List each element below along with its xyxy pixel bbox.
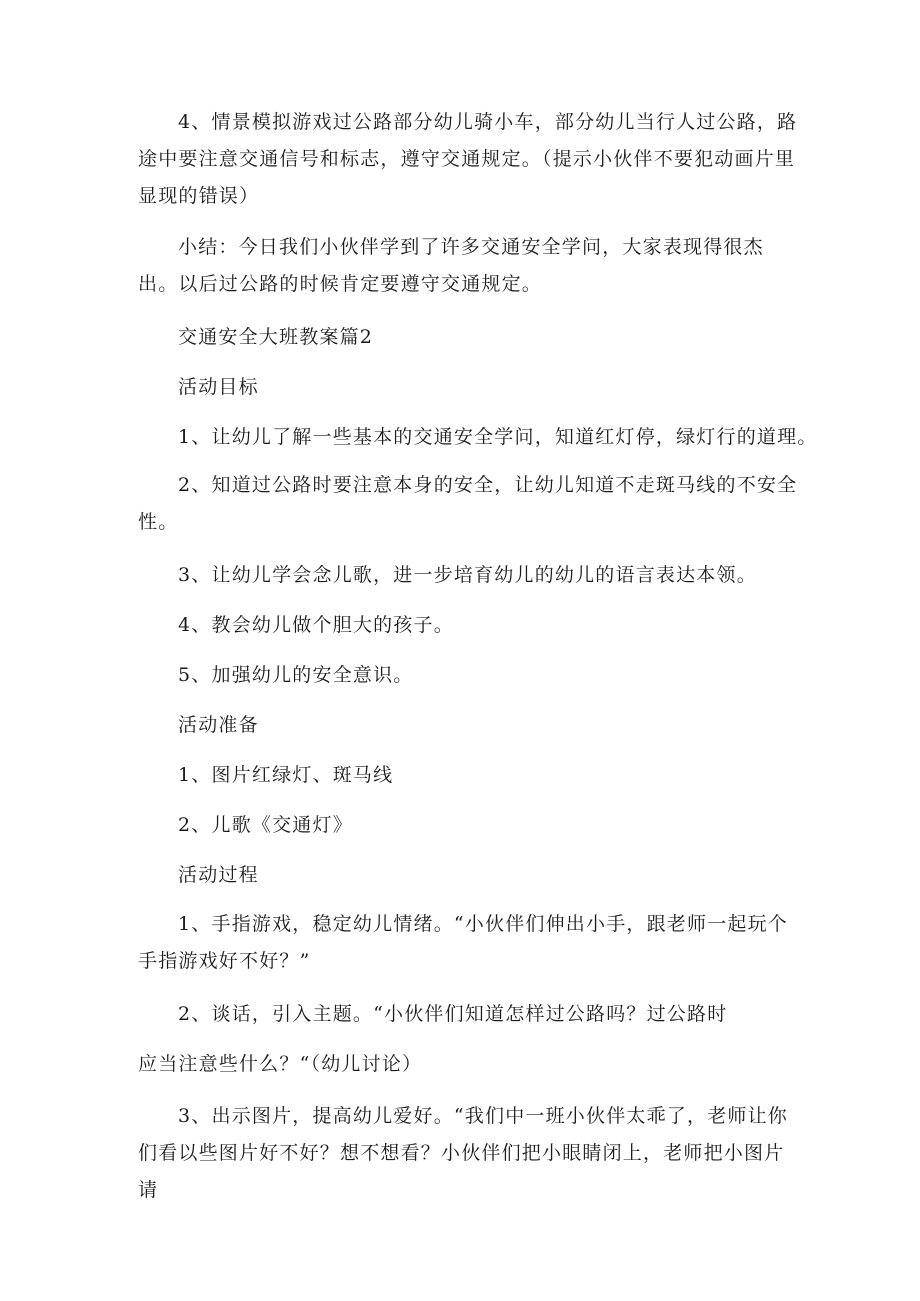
preparation-item-1: 1、图片红绿灯、斑马线 xyxy=(178,764,394,786)
goal-item-1: 1、让幼儿了解一些基本的交通安全学问，知道红灯停，绿灯行的道理。 xyxy=(178,426,818,448)
goal-item-5: 5、加强幼儿的安全意识。 xyxy=(178,664,414,686)
paragraph-activity-step-4: 4、情景模拟游戏过公路部分幼儿骑小车，部分幼儿当行人过公路，路途中要注意交通信号和标志，遵守交通规定。（提示小伙伴不要犯动画片里显现的错误） xyxy=(138,111,798,207)
goal-item-4: 4、教会幼儿做个胆大的孩子。 xyxy=(178,614,454,636)
goal-item-2: 2、知道过公路时要注意本身的安全，让幼儿知道不走斑马线的不安全性。 xyxy=(138,474,798,533)
heading-activity-goals: 活动目标 xyxy=(178,376,259,398)
section-title: 交通安全大班教案篇2 xyxy=(178,326,374,348)
process-item-2-continued: 应当注意些什么？“（幼儿讨论） xyxy=(138,1053,423,1075)
preparation-item-2: 2、儿歌《交通灯》 xyxy=(178,814,353,836)
heading-activity-preparation: 活动准备 xyxy=(178,714,259,736)
heading-activity-process: 活动过程 xyxy=(178,864,259,886)
goal-item-3: 3、让幼儿学会念儿歌，进一步培育幼儿的幼儿的语言表达本领。 xyxy=(178,564,757,586)
process-item-3: 3、出示图片，提高幼儿爱好。“我们中一班小伙伴太乖了，老师让你们看以些图片好不好？想不想看？小伙伴们把小眼睛闭上，老师把小图片请 xyxy=(138,1105,789,1201)
paragraph-summary: 小结：今日我们小伙伴学到了许多交通安全学问，大家表现得很杰出。以后过公路的时候肯定要遵守交通规定。 xyxy=(138,236,764,295)
process-item-2: 2、谈话，引入主题。“小伙伴们知道怎样过公路吗？过公路时 xyxy=(178,1003,728,1025)
process-item-1: 1、手指游戏，稳定幼儿情绪。“小伙伴们伸出小手，跟老师一起玩个手指游戏好不好？” xyxy=(138,913,789,972)
